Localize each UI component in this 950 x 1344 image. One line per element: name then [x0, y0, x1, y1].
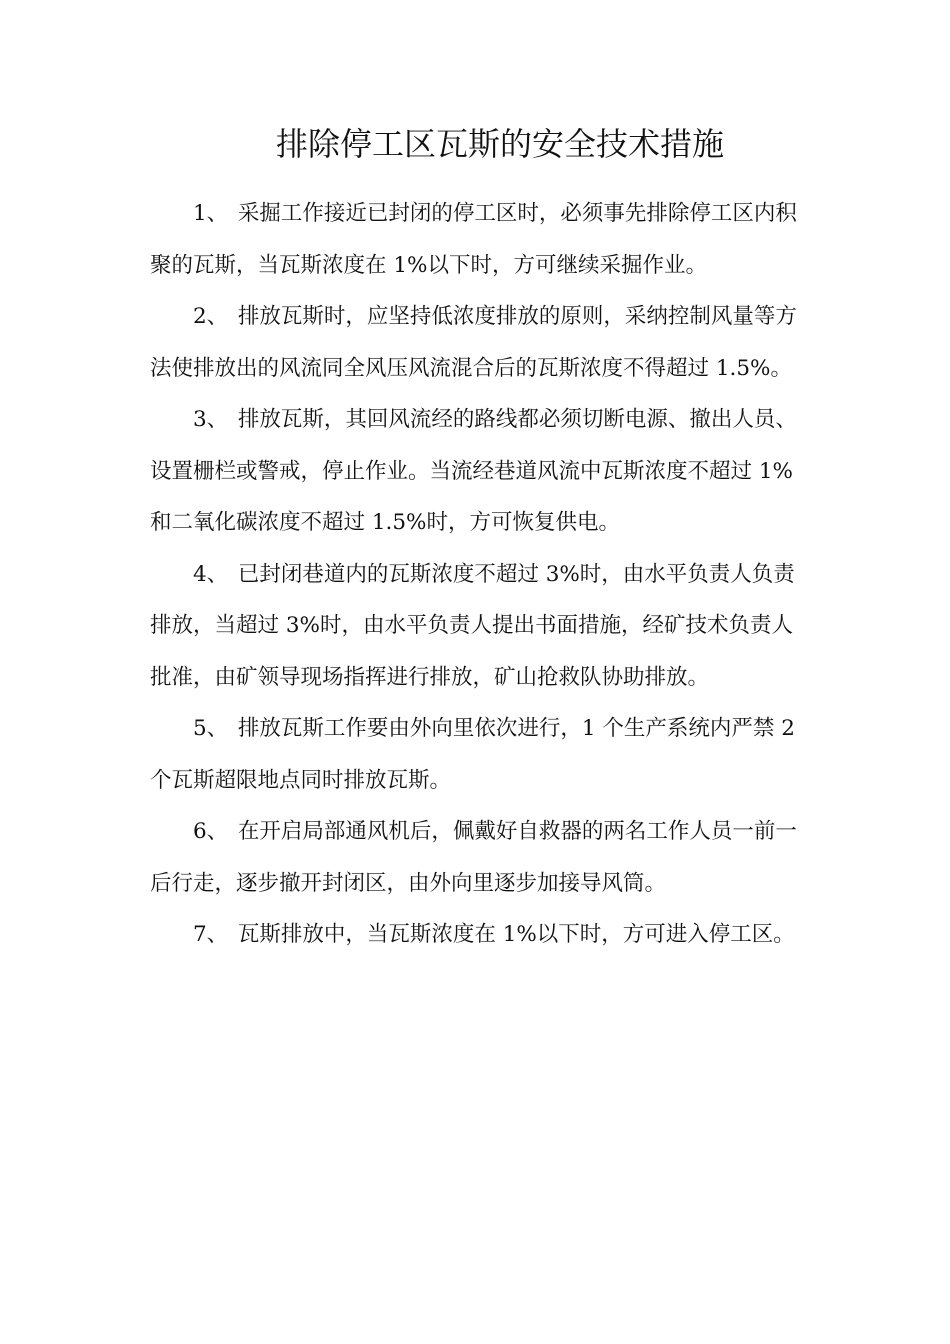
paragraph-number: 5、: [193, 716, 229, 741]
document-title: 排除停工区瓦斯的安全技术措施: [275, 125, 724, 163]
document-body: [150, 188, 802, 961]
paragraph-1: [150, 188, 802, 291]
paragraph-number: 3、: [193, 407, 229, 432]
paragraph-number: 6、: [193, 819, 229, 844]
paragraph-text: 排放瓦斯，其回风流经的路线都必须切断电源、撤出人员、设置栅栏或警戒，停止作业。当流经巷道风流中瓦斯浓度不超过 1%和二氧化碳浓度不超过 1.5%时，方可恢复供电。: [150, 407, 797, 535]
paragraph-number: 4、: [193, 561, 229, 587]
paragraph-number: 7、: [193, 922, 229, 947]
paragraph-2: [150, 291, 802, 394]
paragraph-5: [150, 703, 802, 806]
paragraph-text: 排放瓦斯时，应坚持低浓度排放的原则，采纳控制风量等方法使排放出的风流同全风压风流混合后的瓦斯浓度不得超过 1.5%。: [150, 304, 797, 381]
paragraph-text: 瓦斯排放中，当瓦斯浓度在 1%以下时，方可进入停工区。: [237, 922, 795, 947]
paragraph-text: 排放瓦斯工作要由外向里依次进行，1 个生产系统内严禁 2 个瓦斯超限地点同时排放瓦斯。: [150, 716, 795, 793]
paragraph-3: [150, 394, 802, 549]
paragraph-number: 2、: [193, 304, 229, 329]
paragraph-text: 采掘工作接近已封闭的停工区时，必须事先排除停工区内积聚的瓦斯，当瓦斯浓度在 1%以下时，方可继续采掘作业。: [150, 201, 797, 278]
paragraph-7: [150, 909, 802, 961]
paragraph-text: 已封闭巷道内的瓦斯浓度不超过 3%时，由水平负责人负责排放，当超过 3%时，由水平负责人提出书面措施，经矿技术负责人批准，由矿领导现场指挥进行排放，矿山抢救队协助排放。: [150, 561, 795, 690]
paragraph-6: [150, 806, 802, 909]
paragraph-text: 在开启局部通风机后，佩戴好自救器的两名工作人员一前一后行走，逐步撤开封闭区，由外向里逐步加接导风筒。: [150, 819, 797, 896]
paragraph-number: 1、: [193, 201, 229, 226]
paragraph-4: [150, 549, 802, 704]
